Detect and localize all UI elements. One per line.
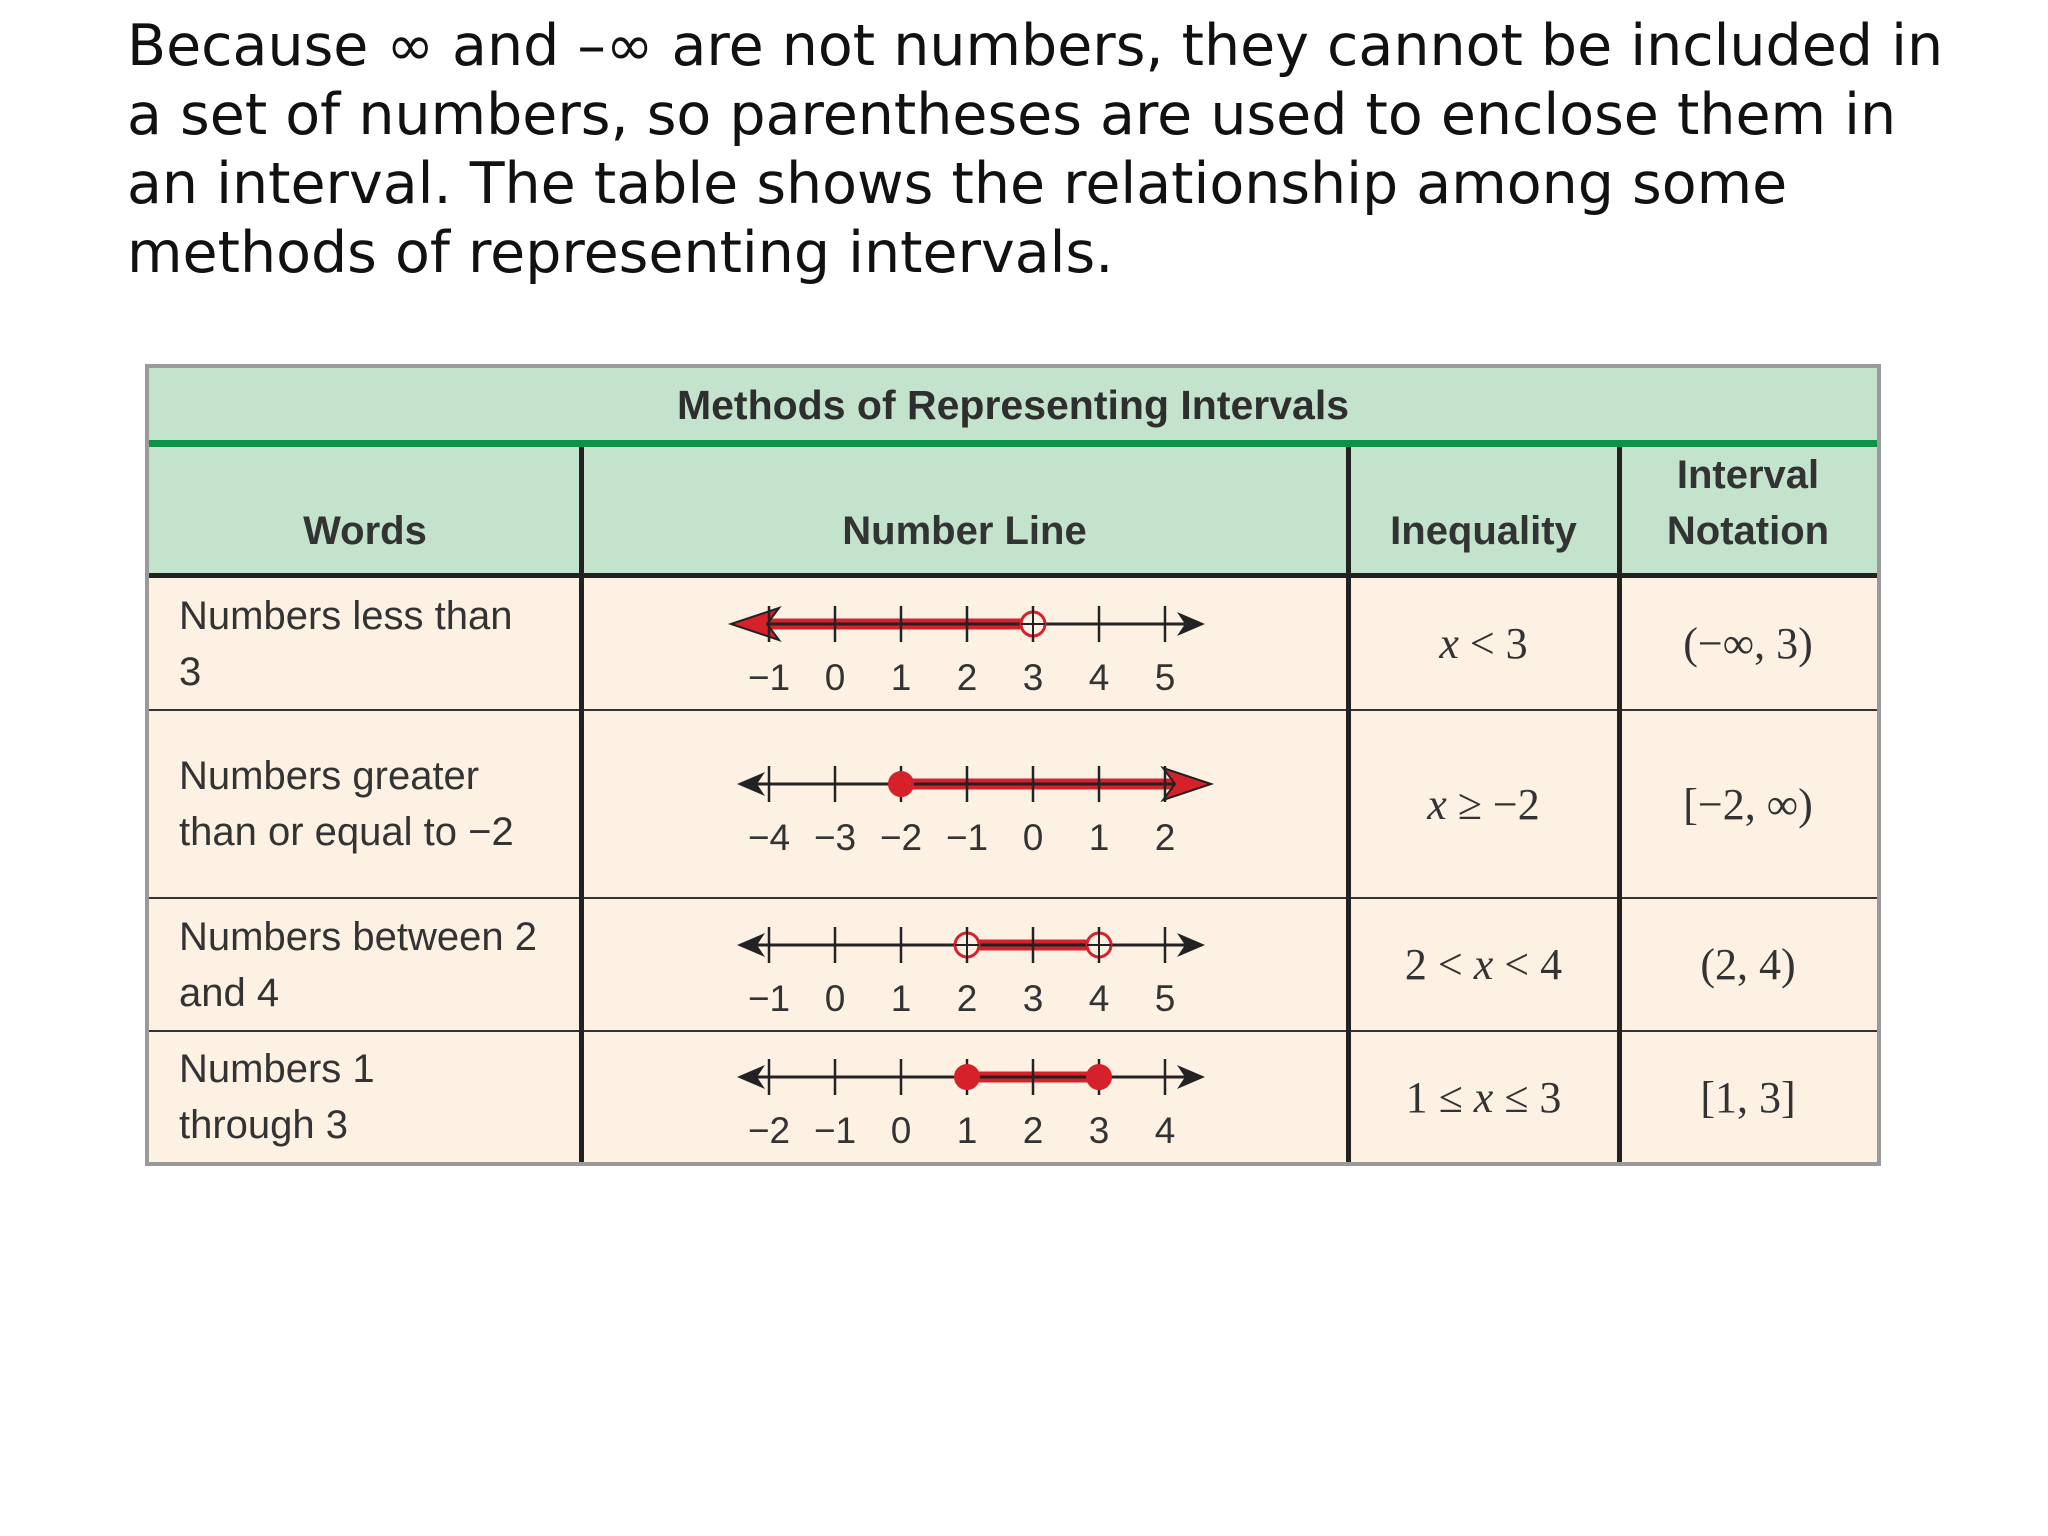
number-line (581, 899, 1348, 1030)
tick-label: 5 (1154, 657, 1176, 698)
tick-label: 2 (956, 978, 978, 1019)
tick-label: 1 (956, 1110, 978, 1151)
tick-label: 0 (824, 978, 846, 1019)
column-divider (1617, 447, 1622, 1162)
header-interval-line2: Notation (1666, 509, 1830, 553)
interval-notation-cell: [−2, ∞) (1683, 779, 1813, 829)
tick-label: −4 (747, 817, 791, 858)
header-words: Words (149, 447, 581, 578)
tick-label: −1 (747, 978, 791, 1019)
interval-notation-cell: [1, 3] (1700, 1072, 1796, 1122)
tick-label: 2 (956, 657, 978, 698)
tick-label: 1 (1088, 817, 1110, 858)
tick-label: 0 (1022, 817, 1044, 858)
number-line (581, 711, 1348, 897)
inequality-cell: 1 ≤ x ≤ 3 (1405, 1072, 1562, 1122)
tick-label: 4 (1154, 1110, 1176, 1151)
intro-paragraph: Because ∞ and –∞ are not numbers, they cannot be included in a set of numbers, so parentheses are used to enclose them in an interval. The table shows the relationship among some methods of representing intervals. (127, 13, 1944, 286)
number-line (581, 578, 1348, 709)
tick-label: 2 (1022, 1110, 1044, 1151)
number-line-cell (581, 578, 1348, 709)
interval-methods-table (145, 364, 1881, 1166)
inequality-cell: x ≥ −2 (1427, 779, 1540, 829)
header-interval-notation (1619, 447, 1877, 578)
interval-notation-cell: (−∞, 3) (1683, 619, 1813, 668)
header-interval-line1: Interval (1676, 453, 1820, 497)
words-cell: Numbers between 2 and 4 (179, 914, 537, 1015)
header-inequality: Inequality (1348, 447, 1619, 578)
interval-notation-cell: (2, 4) (1700, 940, 1796, 989)
words-cell: Numbers 1 through 3 (179, 1047, 375, 1147)
words-cell: Numbers greater than or equal to −2 (179, 754, 514, 854)
number-line-cell (581, 711, 1348, 897)
tick-label: 0 (824, 657, 846, 698)
tick-label: −1 (747, 657, 791, 698)
tick-label: −3 (813, 817, 857, 858)
tick-label: 0 (890, 1110, 912, 1151)
tick-label: −1 (945, 817, 989, 858)
inequality-cell: 2 < x < 4 (1404, 940, 1563, 989)
tick-label: 4 (1088, 978, 1110, 1019)
tick-label: 4 (1088, 657, 1110, 698)
number-line-cell (581, 1032, 1348, 1162)
tick-label: 5 (1154, 978, 1176, 1019)
words-cell: Numbers less than 3 (179, 593, 513, 694)
column-divider (579, 447, 584, 1162)
tick-label: 1 (890, 978, 912, 1019)
tick-label: 2 (1154, 817, 1176, 858)
tick-label: 1 (890, 657, 912, 698)
header-number-line: Number Line (581, 447, 1348, 578)
number-line (581, 1032, 1348, 1162)
column-divider (1346, 447, 1351, 1162)
tick-label: −1 (813, 1110, 857, 1151)
tick-label: −2 (879, 817, 923, 858)
table-title: Methods of Representing Intervals (149, 368, 1877, 447)
tick-label: 3 (1022, 657, 1044, 698)
tick-label: 3 (1088, 1110, 1110, 1151)
number-line-cell (581, 899, 1348, 1030)
tick-label: 3 (1022, 978, 1044, 1019)
inequality-cell: x < 3 (1439, 619, 1528, 668)
closed-endpoint (889, 772, 913, 796)
closed-endpoint (955, 1065, 979, 1089)
tick-label: −2 (747, 1110, 791, 1151)
closed-endpoint (1087, 1065, 1111, 1089)
